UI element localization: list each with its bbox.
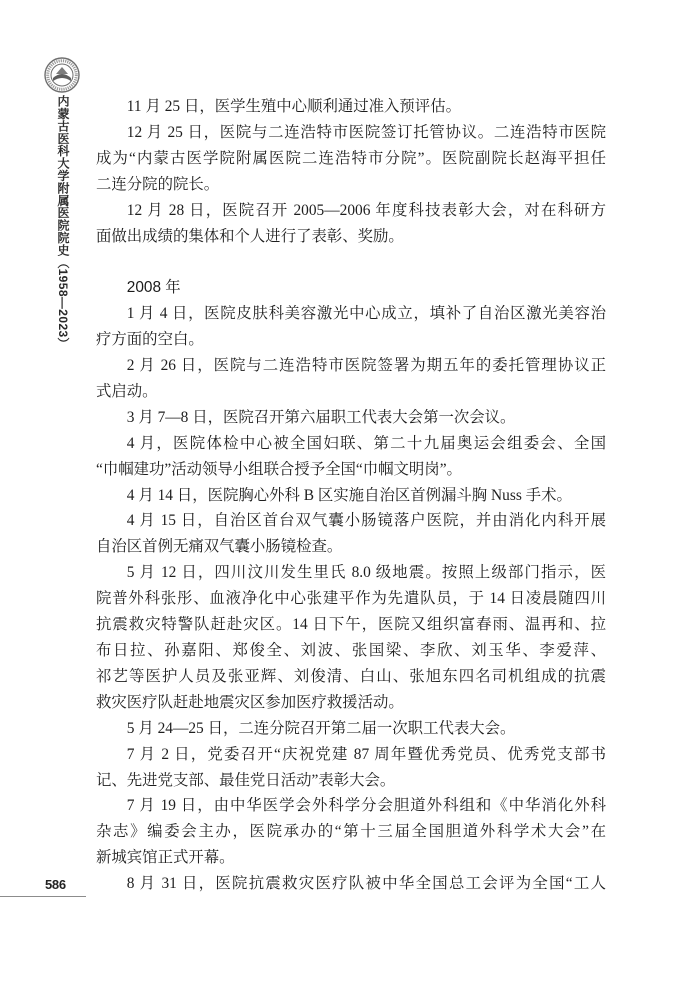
year-heading: 2008 年 bbox=[126, 279, 181, 297]
text-line: 院普外科张彤、血液净化中心张建平作为先遣队员，于 14 日凌晨随四川 bbox=[96, 590, 606, 608]
text-line: 5 月 24—25 日，二连分院召开第二届一次职工代表大会。 bbox=[126, 719, 516, 737]
chronicle-entry bbox=[96, 508, 606, 560]
chronicle-entry bbox=[96, 94, 606, 120]
text-line: 疗方面的空白。 bbox=[96, 331, 204, 349]
running-title: 内蒙古医科大学附属医院院史（1958—2023） bbox=[56, 95, 70, 350]
chronicle-section bbox=[96, 275, 606, 897]
text-line: 7 月 19 日，由中华医学会外科学分会胆道外科组和《中华消化外科 bbox=[126, 797, 606, 815]
chronicle-entry bbox=[96, 405, 606, 431]
chronicle-entry bbox=[96, 431, 606, 483]
chronicle-entry bbox=[96, 301, 606, 353]
text-line: 7 月 2 日，党委召开“庆祝党建 87 周年暨优秀党员、优秀党支部书 bbox=[126, 745, 606, 763]
emblem-logo bbox=[44, 57, 80, 93]
text-line: 二连分院的院长。 bbox=[96, 175, 220, 193]
text-line: 12 月 25 日，医院与二连浩特市医院签订托管协议。二连浩特市医院 bbox=[126, 123, 606, 141]
chronicle-entry bbox=[96, 793, 606, 871]
text-line: “巾帼建功”活动领导小组联合授予全国“巾帼文明岗”。 bbox=[96, 460, 462, 478]
text-line: 11 月 25 日，医学生殖中心顺利通过准入预评估。 bbox=[126, 98, 461, 115]
text-line: 4 月，医院体检中心被全国妇联、第二十九届奥运会组委会、全国 bbox=[126, 434, 606, 452]
text-line: 5 月 12 日，四川汶川发生里氏 8.0 级地震。按照上级部门指示，医 bbox=[126, 564, 606, 582]
text-line: 记、先进党支部、最佳党日活动”表彰大会。 bbox=[96, 771, 396, 789]
text-line: 8 月 31 日，医院抗震救灾医疗队被中华全国总工会评为全国“工人 bbox=[126, 875, 606, 893]
chronicle-entry bbox=[96, 716, 606, 742]
text-line: 自治区首例无痛双气囊小肠镜检查。 bbox=[96, 538, 343, 556]
main-text bbox=[96, 94, 606, 897]
text-line: 杂志》编委会主办，医院承办的“第十三届全国胆道外科学术大会”在 bbox=[96, 823, 606, 841]
text-line: 4 月 14 日，医院胸心外科 B 区实施自治区首例漏斗胸 Nuss 手术。 bbox=[126, 486, 572, 504]
chronicle-entry bbox=[96, 560, 606, 715]
text-line: 2 月 26 日，医院与二连浩特市医院签署为期五年的委托管理协议正 bbox=[126, 357, 606, 375]
text-line: 4 月 15 日，自治区首台双气囊小肠镜落户医院，并由消化内科开展 bbox=[126, 512, 606, 530]
page-number: 586 bbox=[45, 877, 66, 892]
text-line: 抗震救灾特警队赶赴灾区。14 日下午，医院又组织富春雨、温再和、拉 bbox=[96, 616, 606, 634]
text-line: 式启动。 bbox=[96, 382, 158, 400]
chronicle-entry bbox=[96, 483, 606, 509]
chronicle-entry bbox=[96, 871, 606, 897]
chronicle-entry bbox=[96, 198, 606, 250]
chronicle-entry bbox=[96, 742, 606, 794]
text-line: 布日拉、孙嘉阳、郑俊全、刘波、张国梁、李欣、刘玉华、李爱萍、 bbox=[96, 642, 606, 660]
text-line: 成为“内蒙古医学院附属医院二连浩特市分院”。医院副院长赵海平担任 bbox=[96, 149, 606, 167]
footer-rule bbox=[0, 896, 86, 897]
text-line: 面做出成绩的集体和个人进行了表彰、奖励。 bbox=[96, 227, 404, 245]
text-line: 12 月 28 日，医院召开 2005—2006 年度科技表彰大会，对在科研方 bbox=[126, 201, 606, 219]
text-line: 1 月 4 日，医院皮肤科美容激光中心成立，填补了自治区激光美容治 bbox=[126, 305, 606, 323]
text-line: 祁艺等医护人员及张亚辉、刘俊清、白山、张旭东四名司机组成的抗震 bbox=[96, 667, 606, 685]
chronicle-entry bbox=[96, 353, 606, 405]
text-line: 3 月 7—8 日，医院召开第六届职工代表大会第一次会议。 bbox=[126, 408, 516, 426]
text-line: 新城宾馆正式开幕。 bbox=[96, 849, 235, 867]
chronicle-section bbox=[96, 94, 606, 249]
text-line: 救灾医疗队赶赴地震灾区参加医疗救援活动。 bbox=[96, 693, 404, 711]
chronicle-entry bbox=[96, 120, 606, 198]
